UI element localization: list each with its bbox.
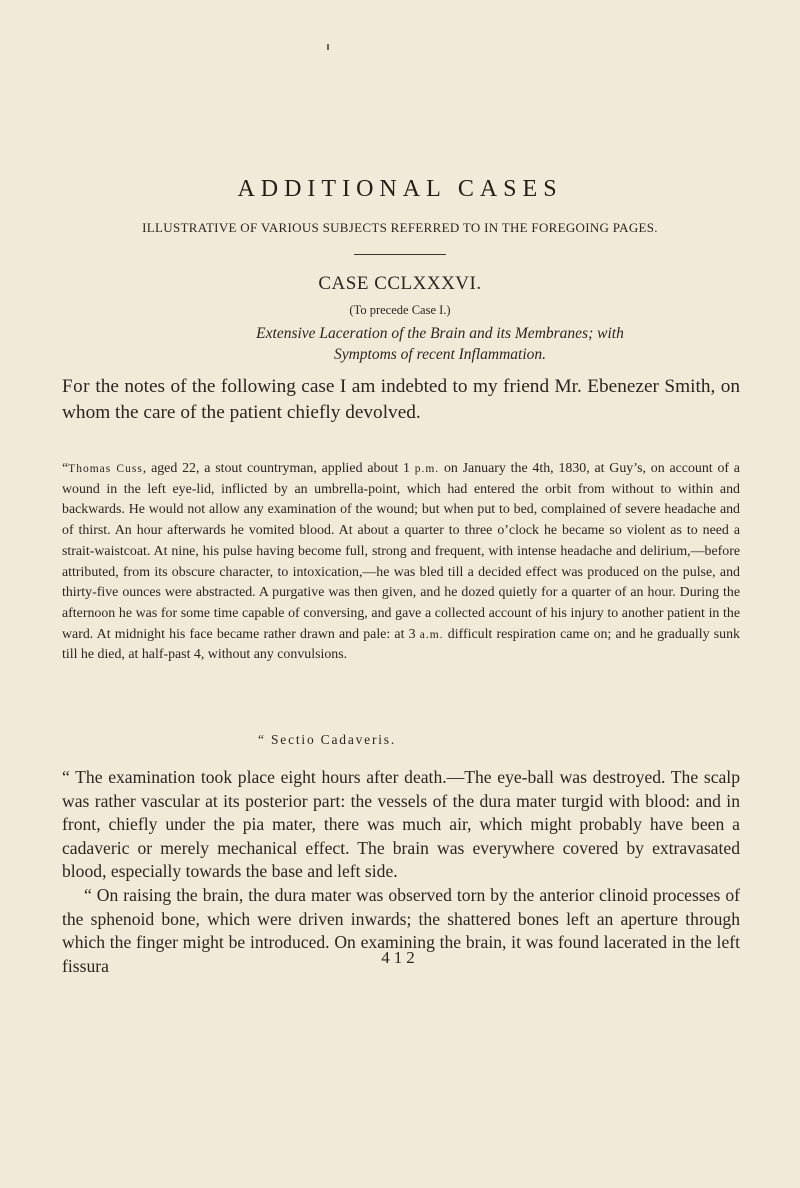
case-text-3: difficult respiration came on; and he gradually sunk till he died, at half-past 4, without any convulsions. [62, 626, 740, 663]
autopsy-text [62, 766, 740, 978]
intro-text: the notes of the following case I am indebted to my friend Mr. Ebenezer Smith, on whom the care of the patient chiefly devolved. [62, 376, 740, 423]
case-heading: Extensive Laceration of the Brain and its Membranes; with Symptoms of recent Inflammation. [256, 325, 624, 363]
time-am: a.m. [419, 628, 444, 641]
page-number: 412 [381, 948, 419, 967]
case-title: CASE CCLXXXVI. [318, 273, 482, 294]
case-history-paragraph [62, 459, 740, 666]
patient-name: Thomas Cuss [68, 463, 143, 475]
stray-ink-mark [327, 44, 329, 50]
time-pm: p.m. [414, 463, 440, 475]
case-quote-open: “ [62, 461, 69, 476]
intro-lead-word: For [62, 376, 90, 397]
autopsy-paragraph-1: “ The examination took place eight hours after death.—The eye-ball was destroyed. The scalp was rather vascular at its posterior part: the vessels of the dura mater turgid with blood: and in front, chiefly under the pia mater, there was much air, which might probably have been a cadaveric or merely mechanical effect. The brain was everywhere covered by extravasated blood, especially towards the base and left side. [62, 767, 740, 882]
autopsy-paragraph-2: “ On raising the brain, the dura mater was observed torn by the anterior clinoid processes of the sphenoid bone, which were driven inwards; the shattered bones left an aperture through which the finger might be introduced. On examining the brain, it was found lacerated in the left fissura [62, 884, 740, 976]
section-title: “ Sectio Cadaveris. [258, 732, 397, 747]
main-title: ADDITIONAL CASES [237, 176, 563, 202]
case-note: (To precede Case I.) [349, 303, 451, 317]
intro-paragraph [62, 374, 740, 426]
subtitle: ILLUSTRATIVE OF VARIOUS SUBJECTS REFERRED TO IN THE FOREGOING PAGES. [142, 220, 658, 235]
case-text-2: on January the 4th, 1830, at Guy’s, on account of a wound in the left eye-lid, inflicted by an umbrella-point, which had entered the orbit from without to within and backwards. He would not allow any examination of the wound; but when put to bed, complained of severe headache and of thirst. An hour afterwards he vomited blood. At about a quarter to three o’clock he became so violent as to need a strait-waistcoat. At nine, his pulse having become full, strong and frequent, with intense headache and delirium,—before attributed, from its obscure character, to intoxication,—he was bled till a decided effect was produced on the pulse, and thirty-five ounces were abstracted. A purgative was then given, and he dozed quietly for a quarter of an hour. During the afternoon he was for some time capable of conversing, and gave a collected account of his injury to another patient in the ward. At midnight his face became rather drawn and pale: at 3 [62, 461, 740, 642]
case-text-1: , aged 22, a stout countryman, applied about 1 [142, 461, 415, 476]
section-rule [354, 254, 446, 255]
